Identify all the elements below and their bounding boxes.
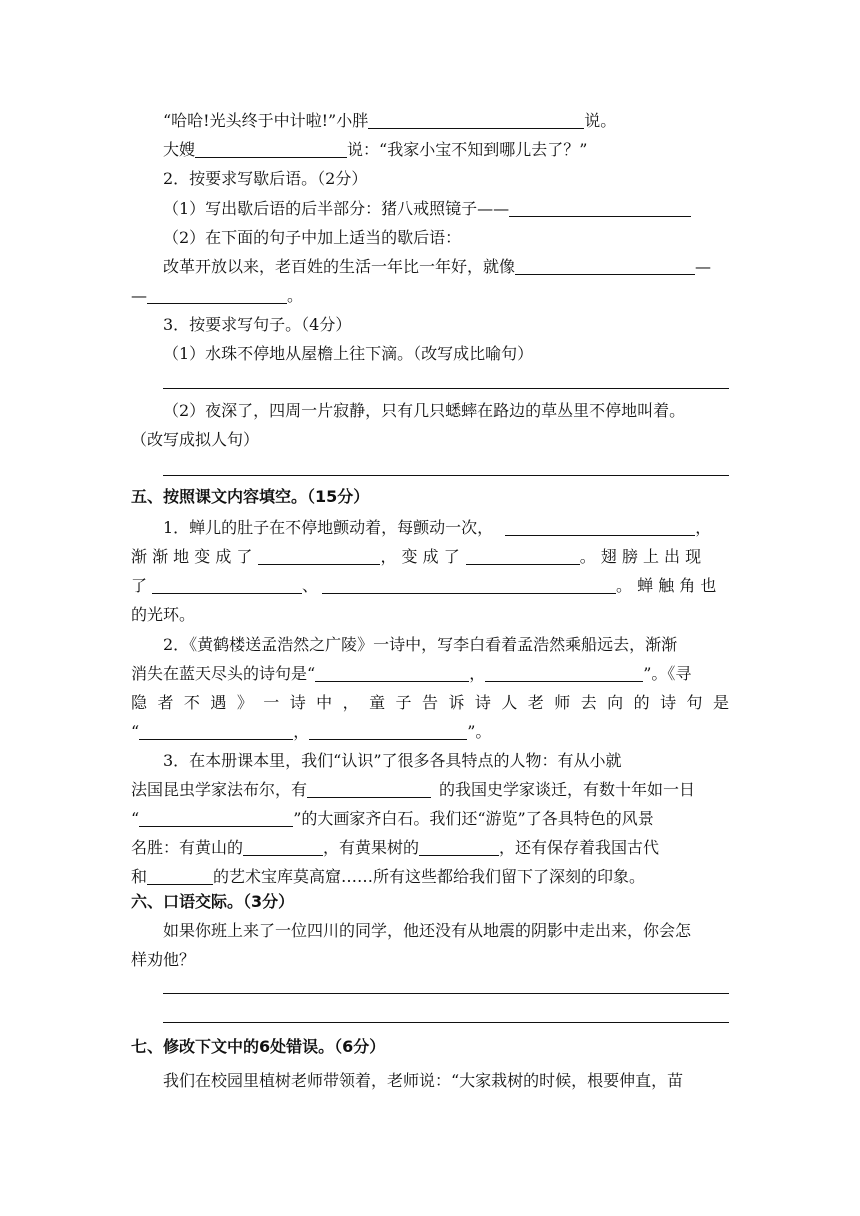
answer-line[interactable] [163,1022,729,1023]
answer-line[interactable] [163,388,729,389]
sentence-line: “ ”的大画家齐白石。我们还“游览”了各具特色的风景 [131,809,654,828]
sub-question: （1）水珠不停地从屋檐上往下滴。（改写成比喻句） [163,344,534,363]
answer-blank[interactable] [258,548,380,565]
section-heading: 五、按照课文内容填空。（15分） [131,487,370,506]
answer-blank[interactable] [147,868,213,885]
section-heading: 七、修改下文中的6处错误。（6分） [131,1037,386,1056]
sentence-line: 名胜：有黄山的 ，有黄果树的 ，还有保存着我国古代 [131,838,660,857]
sub-question: （1）写出歇后语的后半部分：猪八戒照镜子—— [163,198,691,220]
sentence-line: “ ， ”。 [131,722,492,741]
sentence-line: 3．在本册课本里，我们“认识”了很多各具特点的人物：有从小就 [163,751,622,770]
answer-blank[interactable] [315,665,469,682]
sub-question: （2）夜深了，四周一片寂静，只有几只蟋蟀在路边的草丛里不停地叫着。 [163,401,686,420]
answer-blank[interactable] [515,258,695,275]
sentence-line: 法国昆虫学家法布尔，有 的我国史学家谈迁，有数十年如一日 [131,780,696,799]
answer-blank[interactable] [419,839,499,856]
sentence-line: 样劝他？ [131,950,196,969]
section-heading: 六、口语交际。（3分） [131,892,295,911]
sentence-line: 我们在校园里植树老师带领着，老师说：“大家栽树的时候，根要伸直，苗 [163,1071,684,1090]
answer-blank[interactable] [505,519,695,536]
answer-blank[interactable] [485,665,643,682]
sentence-line: “哈哈!光头终于中计啦!”小胖 说。 [163,111,617,130]
sentence-line: 1．蝉儿的肚子在不停地颤动着，每颤动一次， ， [163,518,712,537]
question-heading: 2．按要求写歇后语。（2分） [163,169,368,188]
answer-blank[interactable] [509,200,691,217]
sentence-line: 2．《黄鹤楼送孟浩然之广陵》一诗中，写李白看着孟浩然乘船远去，渐渐 [163,635,678,654]
sub-question: （改写成拟人句） [131,430,260,449]
sentence-line: 大嫂 说：“我家小宝不知到哪儿去了？” [163,140,588,159]
answer-line[interactable] [163,993,729,994]
answer-blank[interactable] [307,781,431,798]
answer-blank[interactable] [368,112,584,129]
answer-blank[interactable] [322,577,616,594]
sentence-line: 了 、 。 蝉 触 角 也 [131,576,717,595]
sentence-line: 渐 渐 地 变 成 了 ， 变 成 了 。 翅 膀 上 出 现 [131,547,702,566]
answer-blank[interactable] [309,723,467,740]
sentence-line: 隐 者 不 遇 》 一 诗 中 ， 童 子 告 诉 诗 人 老 师 去 向 的 诗 句 是 [131,693,729,712]
question-heading: 3．按要求写句子。（4分） [163,315,352,334]
answer-blank[interactable] [147,287,287,304]
sub-question: （2）在下面的句子中加上适当的歇后语： [163,228,462,247]
sentence-line: 消失在蓝天尽头的诗句是“ ， ”。《寻 [131,664,692,683]
answer-blank[interactable] [152,577,302,594]
sentence-line: 和 的艺术宝库莫高窟……所有这些都给我们留下了深刻的印象。 [131,867,646,886]
answer-blank[interactable] [195,141,347,158]
sentence-line: 的光环。 [131,605,196,624]
answer-line[interactable] [163,475,729,476]
answer-blank[interactable] [243,839,323,856]
answer-blank[interactable] [139,723,293,740]
answer-blank[interactable] [466,548,580,565]
sentence-line: — 。 [131,286,304,305]
sentence-line: 改革开放以来，老百姓的生活一年比一年好，就像 — [163,257,712,276]
sentence-line: 如果你班上来了一位四川的同学，他还没有从地震的阴影中走出来，你会怎 [163,921,692,940]
answer-blank[interactable] [139,810,293,827]
